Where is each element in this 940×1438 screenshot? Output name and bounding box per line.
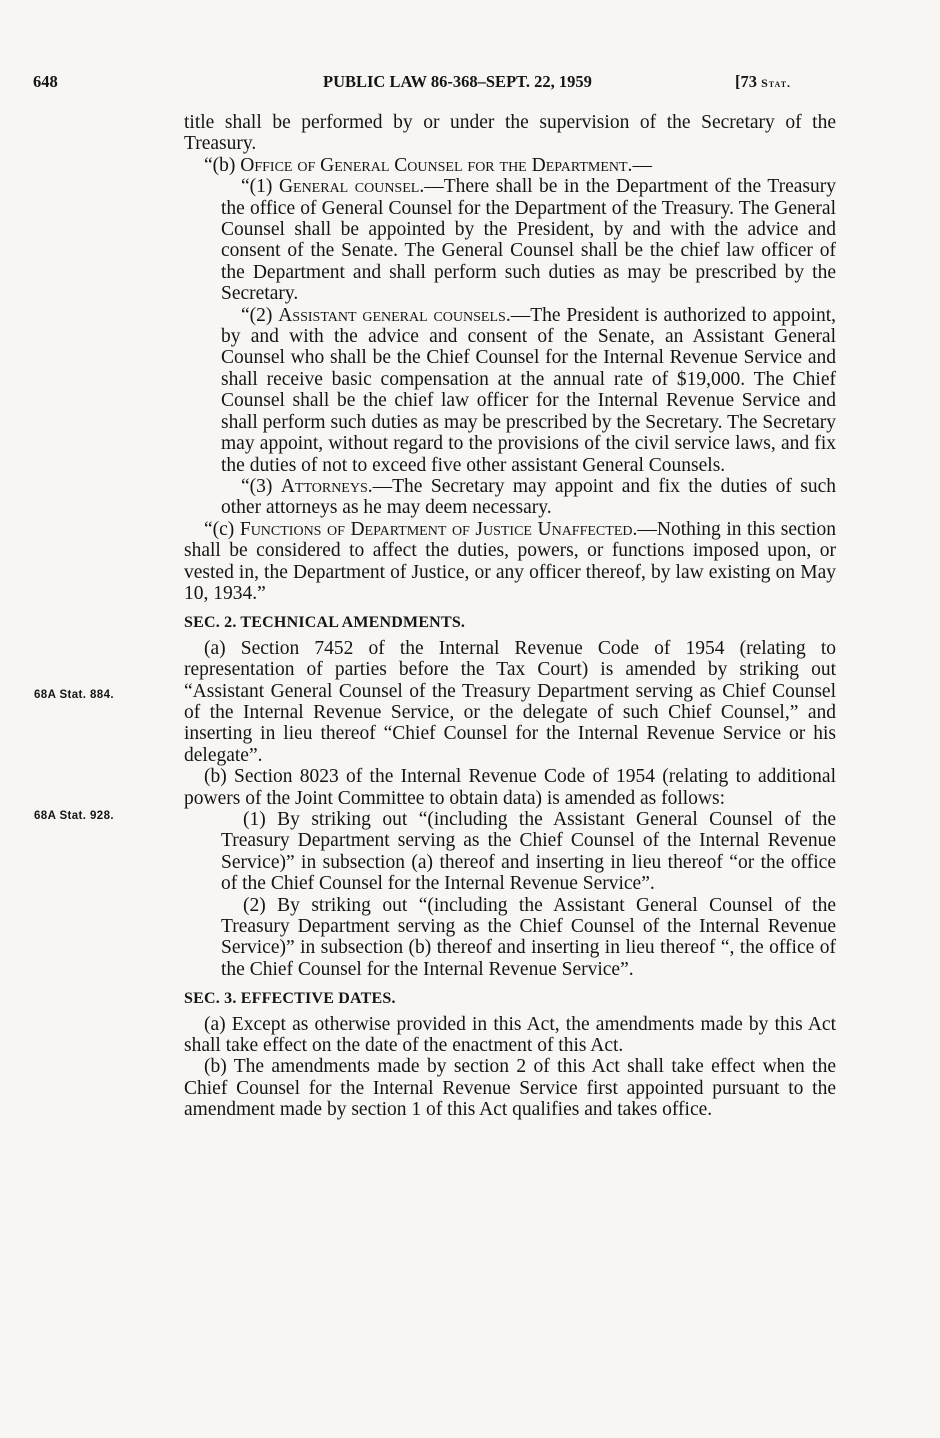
section-2-b2: (2) By striking out “(including the Assistant General Counsel of the Treasury Department serving as the Chief Counsel of the Internal Revenue Service)” in subsection (b) thereof and inserting in lieu thereof “, the office of the Chief Counsel for the Internal Revenue Service”. xyxy=(221,894,836,980)
paragraph-b1 xyxy=(184,176,836,304)
section-3-a: (a) Except as otherwise provided in this Act, the amendments made by this Act shall take effect on the date of the enactment of this Act. xyxy=(184,1013,836,1057)
page-number: 648 xyxy=(33,72,58,91)
subsection-c-label: “(c) xyxy=(204,518,240,540)
paragraph-b3 xyxy=(184,476,836,519)
paragraph-b2 xyxy=(184,305,836,476)
paragraph-b1-label: “(1) xyxy=(241,176,279,198)
subsection-c-title: Functions of Department of Justice Unaffected. xyxy=(239,518,638,540)
paragraph-b2-label: “(2) xyxy=(241,304,279,326)
paragraph-b2-text: —The President is authorized to appoint, by and with the advice and consent of the Senate, an Assistant General Counsel who shall be the Chief Counsel for the Internal Revenue Service and shall receive basic compensation at the annual rate of $19,000. The Chief Counsel shall be the chief law officer for the Internal Revenue Service and shall perform such duties as may be prescribed by the Secretary. The Secretary may appoint, without regard to the provisions of the civil service laws, and fix the duties of not to exceed five other assistant General Counsels. xyxy=(221,304,836,476)
section-3-b: (b) The amendments made by section 2 of this Act shall take effect when the Chief Counsel for the Internal Revenue Service first appointed pursuant to the amendment made by section 1 of this Act qualifies and takes office. xyxy=(184,1056,836,1121)
section-2-a: (a) Section 7452 of the Internal Revenue Code of 1954 (relating to representation of parties before the Tax Court) is amended by striking out “Assistant General Counsel of the Treasury Department serving as Chief Counsel of the Internal Revenue Service, or the delegate of such Chief Counsel,” and inserting in lieu thereof “Chief Counsel for the Internal Revenue Service or his delegate”. xyxy=(184,637,836,766)
subsection-b-label: “(b) xyxy=(204,154,241,176)
running-title: PUBLIC LAW 86-368–SEPT. 22, 1959 xyxy=(323,72,592,91)
paragraph-b1-text: —There shall be in the Department of the Treasury the office of General Counsel for the Department of the Treasury. The General Counsel shall be appointed by the President, by and with the advice and consent of the Senate. The General Counsel shall be the chief law officer of the Department and shall perform such duties as may be prescribed by the Secretary. xyxy=(221,176,837,305)
subsection-b-dash: — xyxy=(632,154,652,176)
section-2-heading: SEC. 2. TECHNICAL AMENDMENTS. xyxy=(184,614,466,632)
margin-note-68a-884: 68A Stat. 884. xyxy=(34,689,114,701)
section-3-heading: SEC. 3. EFFECTIVE DATES. xyxy=(184,990,396,1008)
statute-reference xyxy=(735,70,791,94)
section-2-b1: (1) By striking out “(including the Assistant General Counsel of the Treasury Department serving as the Chief Counsel of the Internal Revenue Service)” in subsection (a) thereof and inserting in lieu thereof “or the office of the Chief Counsel for the Internal Revenue Service”. xyxy=(221,809,836,895)
subsection-b-heading xyxy=(184,155,836,176)
subsection-c xyxy=(184,519,836,605)
paragraph-b3-title: Attorneys. xyxy=(280,475,373,497)
paragraph-continuation: title shall be performed by or under the supervision of the Secretary of the Treasury. xyxy=(184,112,836,155)
body-text xyxy=(184,112,836,1121)
statute-volume: [73 xyxy=(735,72,762,91)
subsection-b-title: Office of General Counsel for the Department. xyxy=(240,154,633,176)
paragraph-b3-text: —The Secretary may appoint and fix the duties of such other attorneys as he may deem necessary. xyxy=(221,475,836,519)
paragraph-b3-label: “(3) xyxy=(241,475,281,497)
paragraph-b2-title: Assistant general counsels. xyxy=(278,304,511,326)
statute-word: Stat. xyxy=(761,76,792,90)
section-2-b: (b) Section 8023 of the Internal Revenue Code of 1954 (relating to additional powers of the Joint Committee to obtain data) is amended as follows: xyxy=(184,766,836,809)
subsection-c-text: —Nothing in this section shall be considered to affect the duties, powers, or functions imposed upon, or vested in, the Department of Justice, or any officer thereof, by law existing on May 10, 1934.” xyxy=(184,518,836,604)
paragraph-b1-title: General counsel. xyxy=(278,176,425,198)
margin-note-68a-928: 68A Stat. 928. xyxy=(34,810,114,822)
